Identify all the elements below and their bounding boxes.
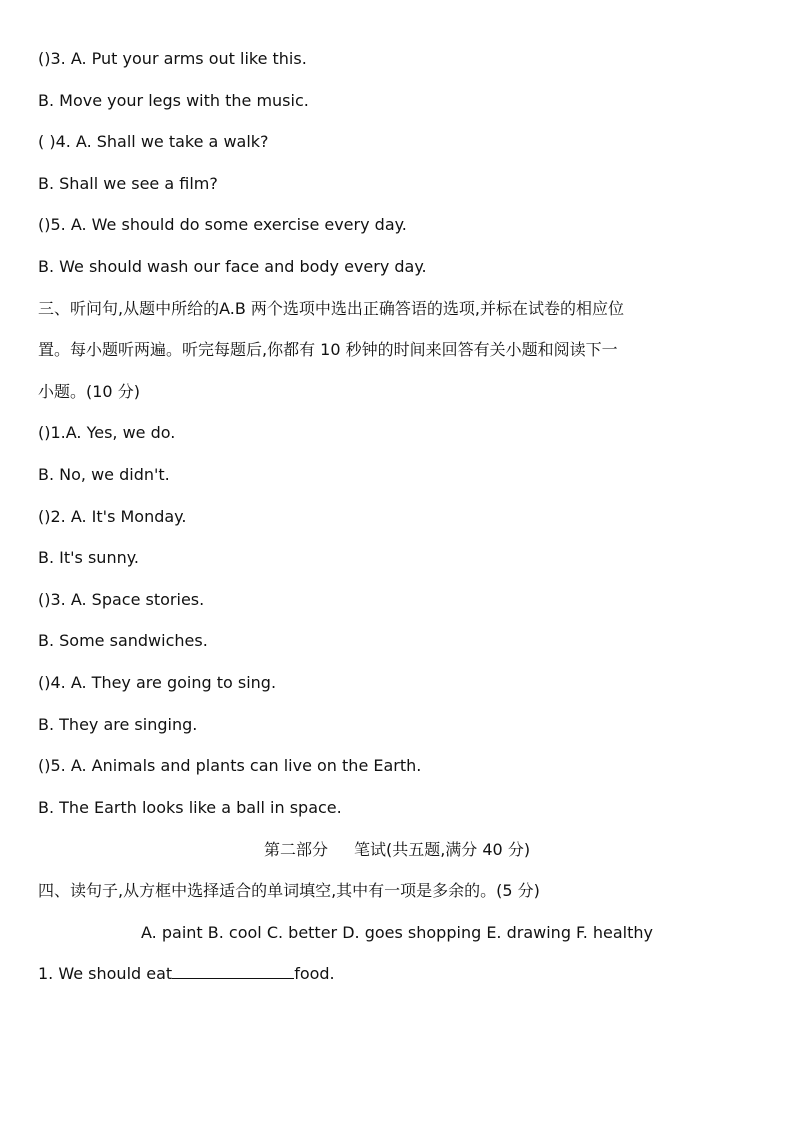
question-option: ()2. A. It's Monday.	[38, 507, 187, 526]
question-option: B. Move your legs with the music.	[38, 91, 309, 110]
answer-blank[interactable]	[172, 964, 294, 979]
question-option: ()1.A. Yes, we do.	[38, 423, 176, 442]
question-option: ()3. A. Space stories.	[38, 590, 205, 609]
question-text-after: food.	[294, 964, 335, 983]
word-bank: A. paint B. cool C. better D. goes shopping E. drawing F. healthy	[141, 923, 653, 942]
question-option: ()4. A. They are going to sing.	[38, 673, 277, 692]
question-option: B. It's sunny.	[38, 548, 139, 567]
section3-instruction: 小题。(10 分)	[38, 382, 140, 401]
question-option: B. No, we didn't.	[38, 465, 170, 484]
question-option: B. Some sandwiches.	[38, 631, 208, 650]
part2-title	[0, 840, 794, 860]
fill-blank-question	[38, 964, 335, 984]
question-option: ( )4. A. Shall we take a walk?	[38, 132, 269, 151]
question-option: B. We should wash our face and body every day.	[38, 257, 427, 276]
section3-instruction: 置。每小题听两遍。听完每题后,你都有 10 秒钟的时间来回答有关小题和阅读下一	[38, 340, 618, 359]
section4-instruction: 四、读句子,从方框中选择适合的单词填空,其中有一项是多余的。(5 分)	[38, 881, 540, 900]
part2-title-right: 笔试(共五题,满分 40 分)	[353, 840, 531, 859]
question-option: ()5. A. We should do some exercise every day.	[38, 215, 407, 234]
question-option: B. The Earth looks like a ball in space.	[38, 798, 342, 817]
question-text-before: 1. We should eat	[38, 964, 173, 983]
question-option: B. Shall we see a film?	[38, 174, 218, 193]
question-option: B. They are singing.	[38, 715, 198, 734]
question-option: ()3. A. Put your arms out like this.	[38, 49, 307, 68]
question-option: ()5. A. Animals and plants can live on the Earth.	[38, 756, 422, 775]
part2-title-left: 第二部分	[263, 840, 328, 859]
section3-instruction: 三、听问句,从题中所给的A.B 两个选项中选出正确答语的选项,并标在试卷的相应位	[38, 299, 624, 318]
